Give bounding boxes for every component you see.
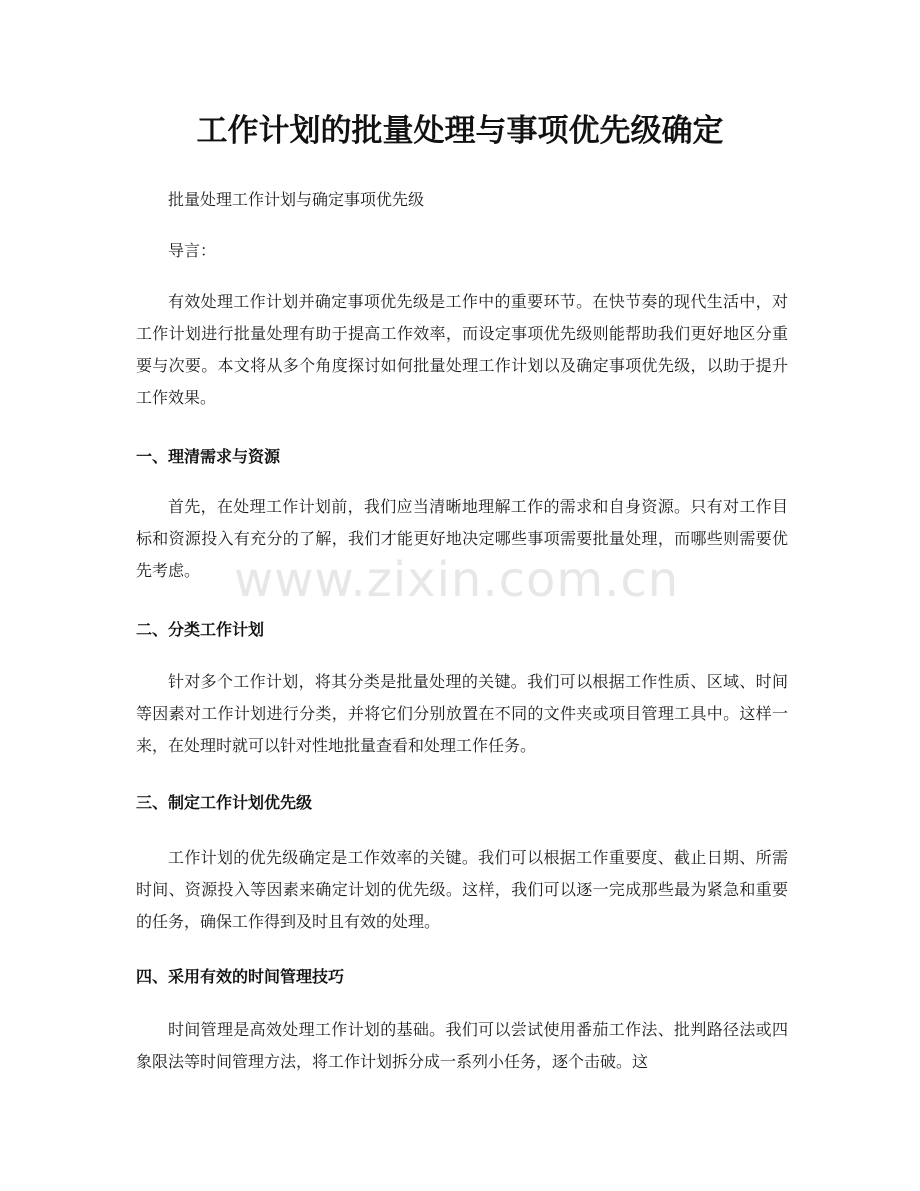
watermark-text: www.zixin.com.cn	[234, 552, 680, 608]
section-paragraph-2: 针对多个工作计划，将其分类是批量处理的关键。我们可以根据工作性质、区域、时间等因素对工作计划进行分类，并将它们分别放置在不同的文件夹或项目管理工具中。这样一来，在处理时就可以针对性地批量查看和处理工作任务。	[136, 672, 788, 755]
document-subtitle: 批量处理工作计划与确定事项优先级	[168, 190, 425, 209]
section-paragraph-4: 时间管理是高效处理工作计划的基础。我们可以尝试使用番茄工作法、批判路径法或四象限法等时间管理方法，将工作计划拆分成一系列小任务，逐个击破。这	[136, 1020, 788, 1071]
section-paragraph-1: 首先，在处理工作计划前，我们应当清晰地理解工作的需求和自身资源。只有对工作目标和资源投入有充分的了解，我们才能更好地决定哪些事项需要批量处理，而哪些则需要优先考虑。	[136, 497, 788, 580]
section-heading-4: 四、采用有效的时间管理技巧	[136, 967, 345, 986]
section-heading-2: 二、分类工作计划	[136, 620, 265, 639]
intro-label: 导言：	[168, 241, 217, 260]
page-title: 工作计划的批量处理与事项优先级确定	[196, 113, 724, 149]
section-heading-3: 三、制定工作计划优先级	[136, 793, 313, 812]
section-paragraph-3: 工作计划的优先级确定是工作效率的关键。我们可以根据工作重要度、截止日期、所需时间、资源投入等因素来确定计划的优先级。这样，我们可以逐一完成那些最为紧急和重要的任务，确保工作得到及时且有效的处理。	[136, 848, 788, 931]
section-heading-1: 一、理清需求与资源	[136, 447, 281, 466]
intro-paragraph: 有效处理工作计划并确定事项优先级是工作中的重要环节。在快节奏的现代生活中，对工作计划进行批量处理有助于提高工作效率，而设定事项优先级则能帮助我们更好地区分重要与次要。本文将从多个角度探讨如何批量处理工作计划以及确定事项优先级，以助于提升工作效果。	[136, 292, 788, 407]
